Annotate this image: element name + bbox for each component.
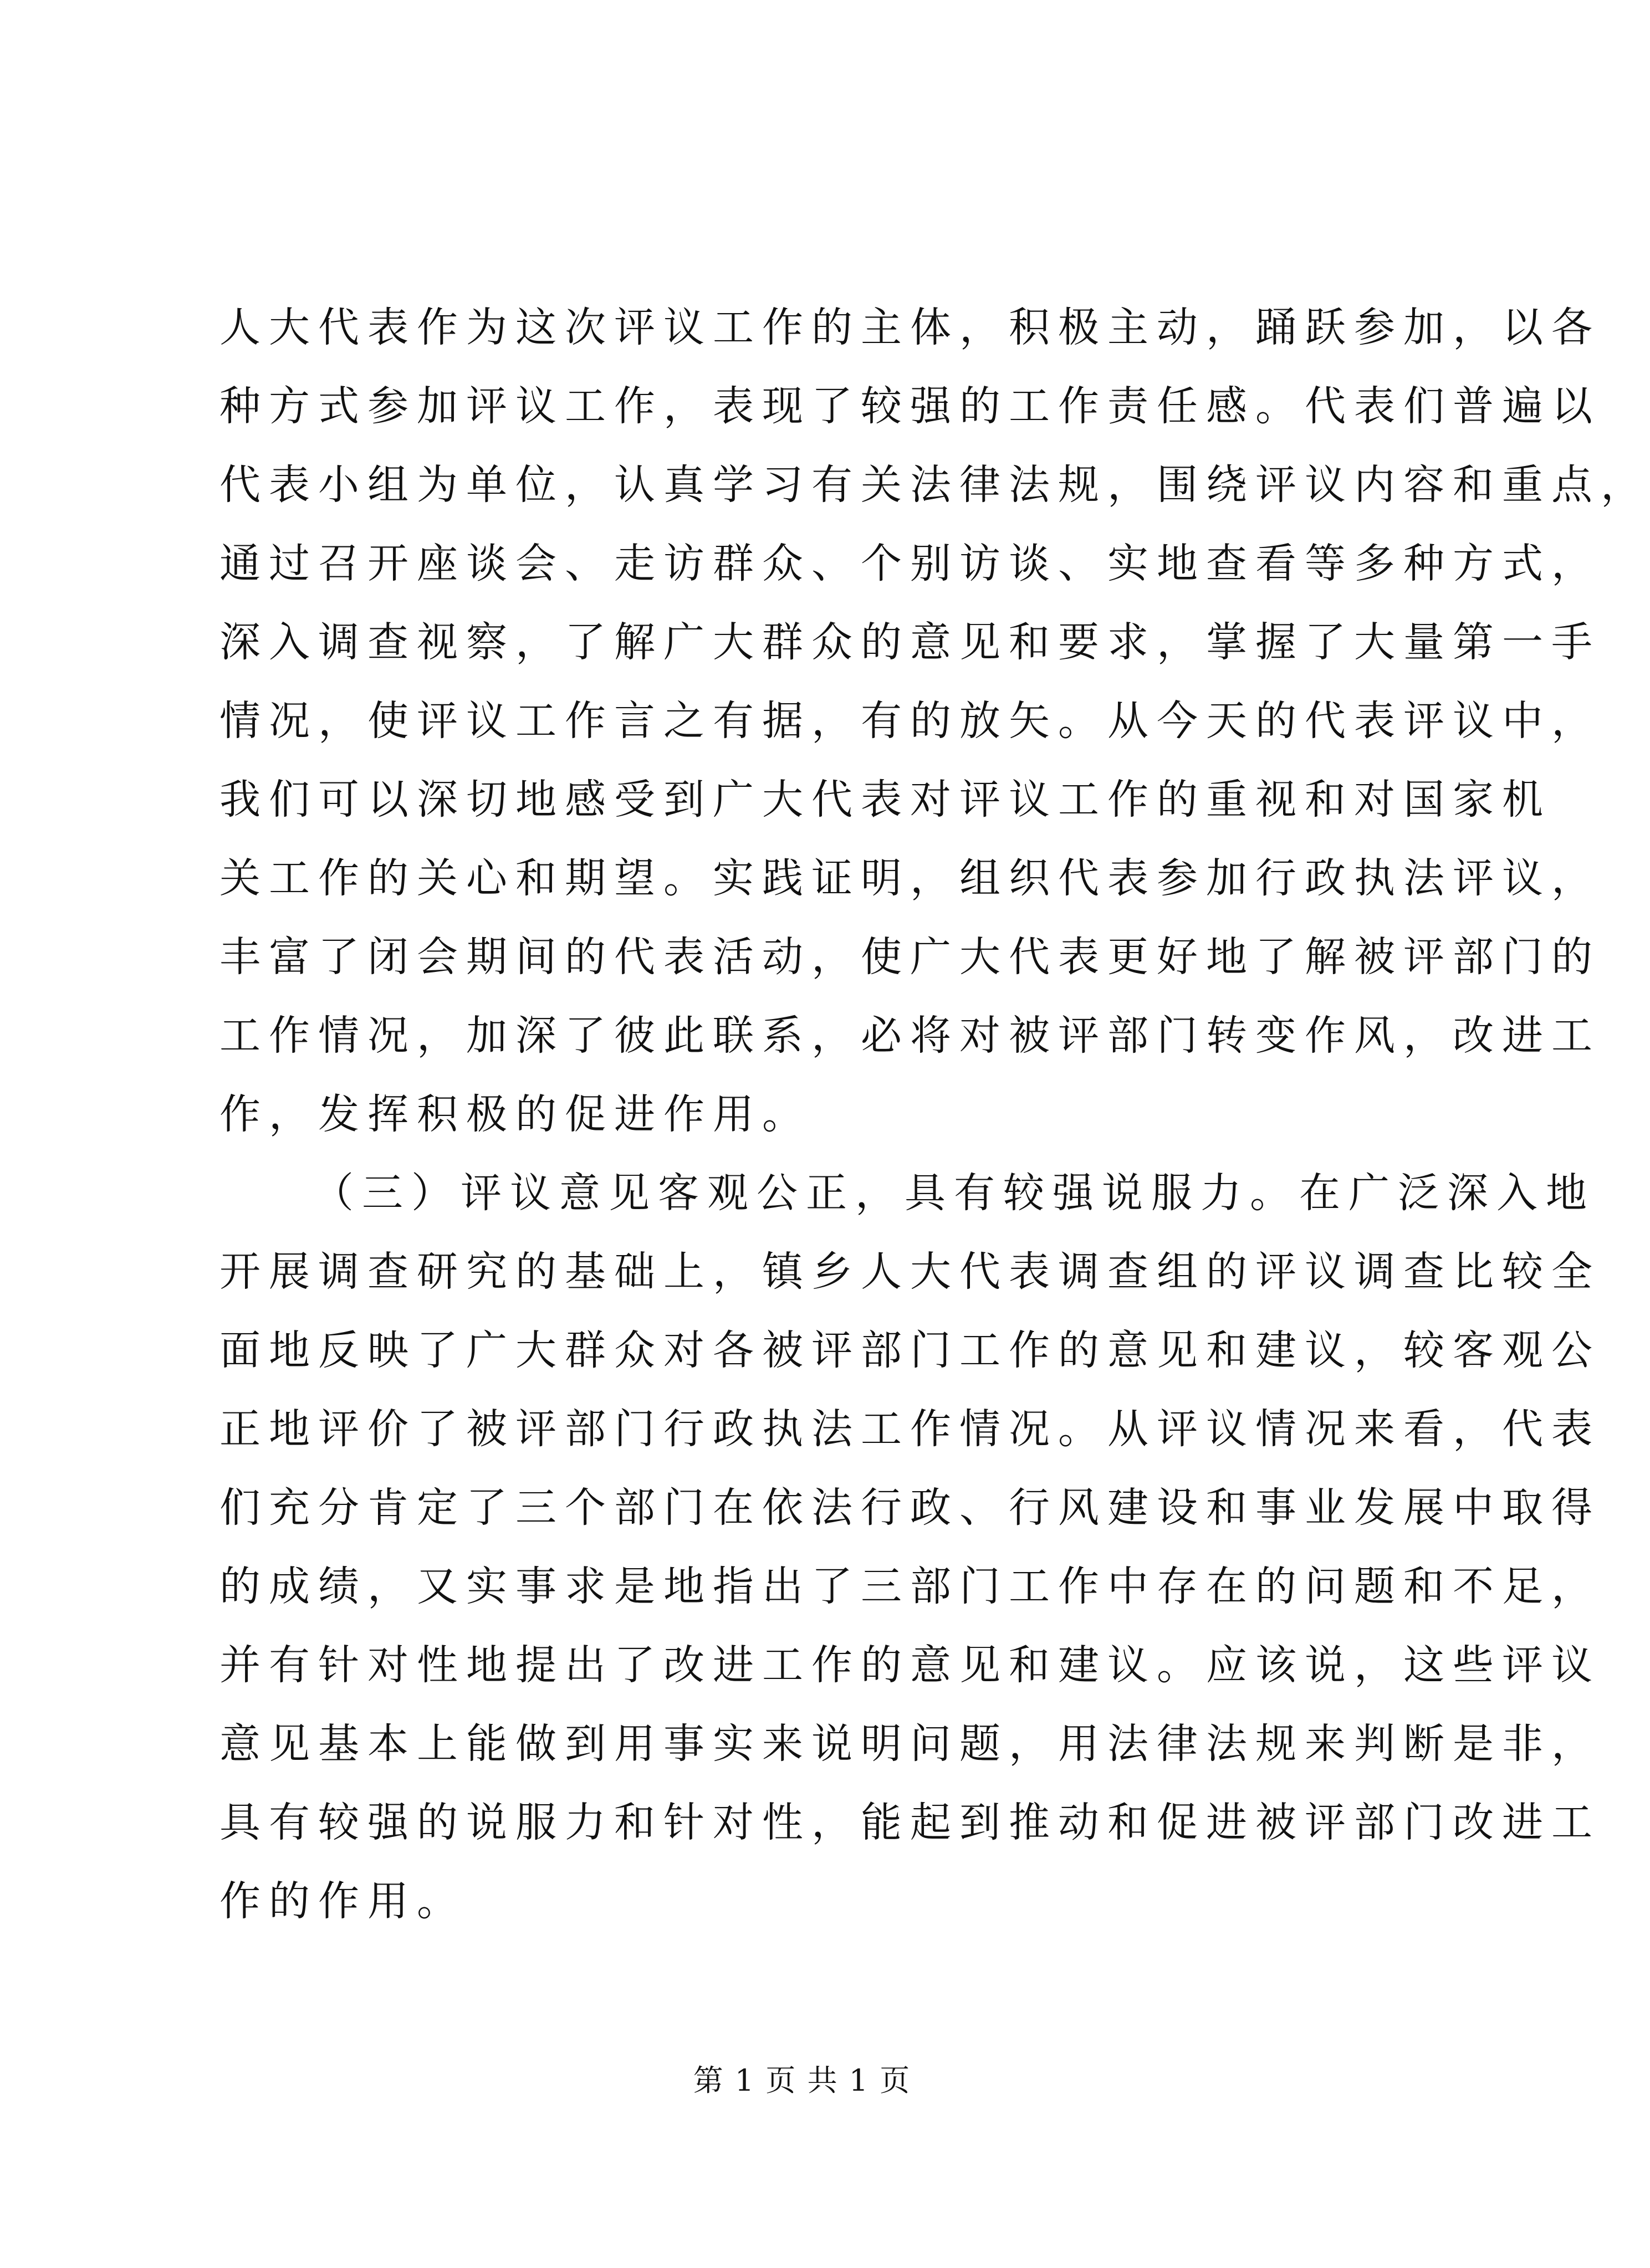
text-line: 作，发挥积极的促进作用。 (219, 1091, 811, 1138)
text-line: 面地反映了广大群众对各被评部门工作的意见和建议，较客观公 (219, 1327, 1601, 1374)
text-line: 我们可以深切地感受到广大代表对评议工作的重视和对国家机 (219, 776, 1551, 823)
page-number-footer: 第 1 页 共 1 页 (693, 2063, 911, 2098)
text-line: 工作情况，加深了彼此联系，必将对被评部门转变作风，改进工 (219, 1012, 1601, 1059)
text-line: 通过召开座谈会、走访群众、个别访谈、实地查看等多种方式， (219, 540, 1601, 587)
text-line: 种方式参加评议工作，表现了较强的工作责任感。代表们普遍以 (219, 382, 1601, 430)
text-line: 们充分肯定了三个部门在依法行政、行风建设和事业发展中取得 (219, 1484, 1601, 1532)
section-heading-line: （三）评议意见客观公正，具有较强说服力。在广泛深入地 (313, 1169, 1595, 1217)
paragraph-section-three (219, 1154, 1601, 1941)
document-body (219, 288, 1650, 1941)
paragraph-representatives-participation (219, 288, 1650, 1154)
text-line: 情况，使评议工作言之有据，有的放矢。从今天的代表评议中， (219, 697, 1601, 745)
text-line: 代表小组为单位，认真学习有关法律法规，围绕评议内容和重点， (219, 461, 1650, 509)
text-line: 意见基本上能做到用事实来说明问题，用法律法规来判断是非， (219, 1720, 1601, 1768)
text-line: 正地评价了被评部门行政执法工作情况。从评议情况来看，代表 (219, 1405, 1601, 1453)
text-line: 作的作用。 (219, 1877, 466, 1925)
text-line: 深入调查视察，了解广大群众的意见和要求，掌握了大量第一手 (219, 618, 1601, 666)
text-line: 的成绩，又实事求是地指出了三部门工作中存在的问题和不足， (219, 1563, 1601, 1610)
text-line: 丰富了闭会期间的代表活动，使广大代表更好地了解被评部门的 (219, 933, 1601, 981)
text-line: 开展调查研究的基础上，镇乡人大代表调查组的评议调查比较全 (219, 1248, 1601, 1296)
text-line: 具有较强的说服力和针对性，能起到推动和促进被评部门改进工 (219, 1799, 1601, 1846)
text-line: 关工作的关心和期望。实践证明，组织代表参加行政执法评议， (219, 854, 1601, 902)
text-line: 人大代表作为这次评议工作的主体，积极主动，踊跃参加，以各 (219, 304, 1601, 351)
text-line: 并有针对性地提出了改进工作的意见和建议。应该说，这些评议 (219, 1641, 1601, 1689)
